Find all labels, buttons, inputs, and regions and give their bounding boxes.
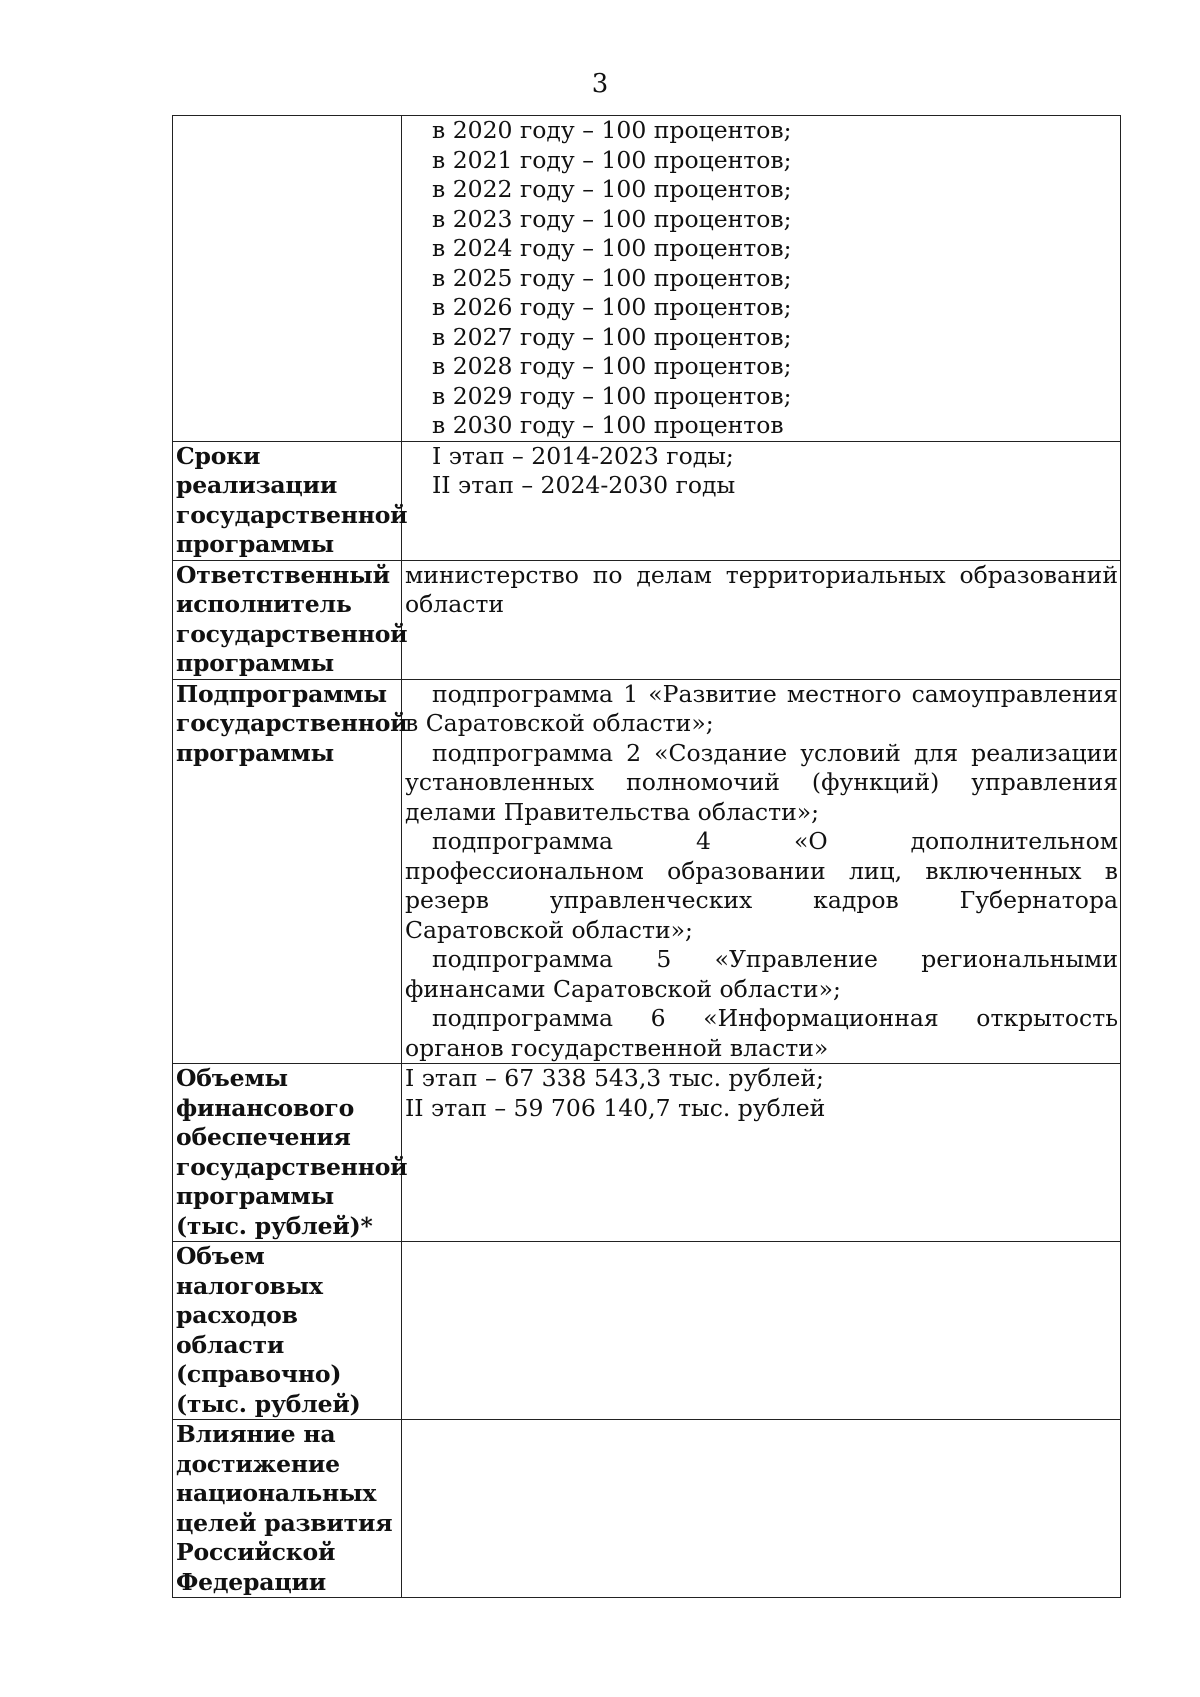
row-value [402, 116, 1121, 442]
row-value [402, 1242, 1121, 1420]
target-line: в 2030 году – 100 процентов [432, 411, 784, 439]
subprogram-paragraph: подпрограмма 2 «Создание условий для реализации установленных полномочий (функций) управления делами Правительства области»; [405, 738, 1118, 826]
row-label: Сроки реализации государственной программы [173, 441, 402, 560]
target-line: в 2027 году – 100 процентов; [432, 322, 792, 351]
table-row-national-goals [173, 1420, 1121, 1598]
target-line: в 2023 году – 100 процентов; [432, 204, 792, 233]
stage-line: I этап – 2014-2023 годы; [432, 441, 734, 470]
target-line: в 2022 году – 100 процентов; [432, 175, 792, 203]
table-row-financing [173, 1064, 1121, 1242]
subprogram-paragraph: подпрограмма 6 «Информационная открытость органов государственной власти» [405, 1004, 1118, 1062]
row-label: Ответственный исполнитель государственной программы [173, 560, 402, 679]
row-label: Объемы финансового обеспечения государственной программы (тыс. рублей)* [173, 1064, 402, 1242]
table-row-subprograms [173, 679, 1121, 1064]
row-value [402, 679, 1121, 1064]
row-value [402, 1420, 1121, 1598]
target-line: в 2025 году – 100 процентов; [432, 263, 792, 292]
subprogram-paragraph: подпрограмма 4 «О дополнительном профессиональном образовании лиц, включенных в резерв управленческих кадров Губернатора Саратовской области»; [405, 827, 1118, 944]
page-number: 3 [591, 69, 609, 99]
subprogram-paragraph: подпрограмма 5 «Управление региональными финансами Саратовской области»; [405, 945, 1118, 1003]
table-row-periods [173, 441, 1121, 560]
financing-line: I этап – 67 338 543,3 тыс. рублей; [405, 1064, 824, 1092]
row-label [173, 116, 402, 442]
row-label: Влияние на достижение национальных целей развития Российской Федерации [173, 1420, 402, 1598]
row-label: Объем налоговых расходов области (справочно) (тыс. рублей) [173, 1242, 402, 1420]
target-line: в 2021 году – 100 процентов; [432, 145, 792, 174]
row-value: министерство по делам территориальных образований области [402, 560, 1121, 679]
target-line: в 2024 году – 100 процентов; [432, 234, 792, 262]
row-value [402, 441, 1121, 560]
row-label: Подпрограммы государственной программы [173, 679, 402, 1064]
target-line: в 2020 году – 100 процентов; [432, 116, 792, 144]
row-value [402, 1064, 1121, 1242]
target-line: в 2028 году – 100 процентов; [432, 352, 792, 380]
table-row-executor [173, 560, 1121, 679]
table-row-targets [173, 116, 1121, 442]
subprogram-paragraph: подпрограмма 1 «Развитие местного самоуправления в Саратовской области»; [405, 679, 1118, 737]
table-row-tax-expenditures [173, 1242, 1121, 1420]
program-passport-table [172, 115, 1121, 1598]
financing-line: II этап – 59 706 140,7 тыс. рублей [405, 1093, 826, 1122]
target-line: в 2026 году – 100 процентов; [432, 293, 792, 321]
target-line: в 2029 году – 100 процентов; [432, 381, 792, 410]
stage-line: II этап – 2024-2030 годы [432, 471, 736, 499]
